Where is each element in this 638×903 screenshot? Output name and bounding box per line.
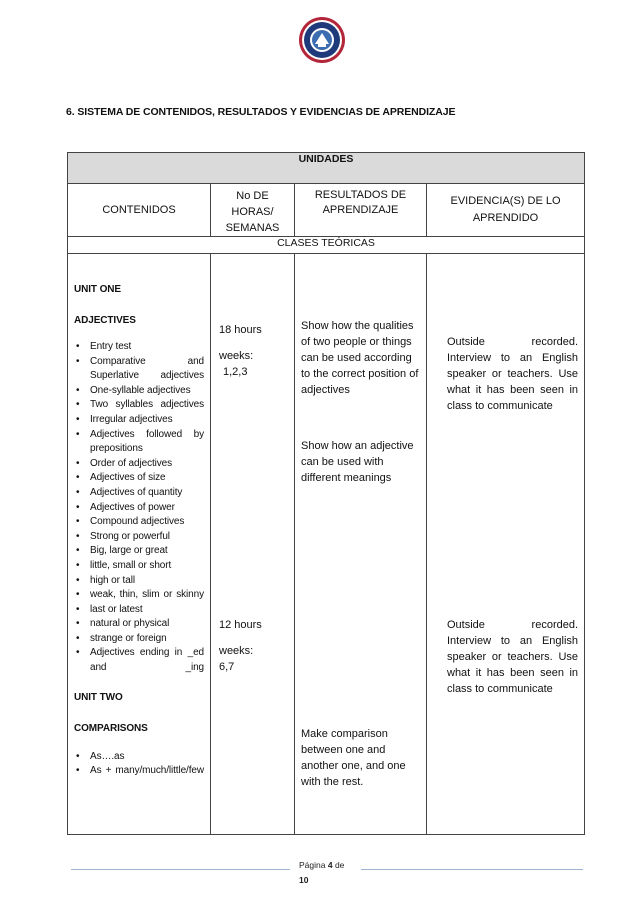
list-item: • Adjectives of power xyxy=(90,501,204,516)
list-item: • Irregular adjectives xyxy=(90,413,204,428)
clases-teoricas-header: CLASES TEÓRICAS xyxy=(68,237,585,254)
hours-block-2 xyxy=(211,617,262,675)
unit-content-row xyxy=(68,254,585,835)
resultado-text: Show how the qualities of two people or things can be used according to the correct position of adjectives xyxy=(301,320,419,396)
list-item: • natural or physical xyxy=(90,617,204,632)
weeks-value: 6,7 xyxy=(219,661,235,673)
evidencia-cell xyxy=(427,254,585,835)
hours-value: 18 hours xyxy=(219,324,262,336)
university-seal-logo xyxy=(298,16,346,64)
list-item: • weak, thin, slim or skinny xyxy=(90,588,204,603)
list-item: • Adjectives followed by prepositions xyxy=(90,428,204,457)
hours-block-1 xyxy=(211,322,262,380)
unit-two-title: UNIT TWO xyxy=(74,691,123,703)
resultados-header-line2: APRENDIZAJE xyxy=(322,204,399,216)
list-item: • As + many/much/little/few xyxy=(90,764,204,779)
list-item: • Compound adjectives xyxy=(90,515,204,530)
clases-row xyxy=(68,237,585,254)
list-item: • As….as xyxy=(90,750,204,765)
footer-rule-right xyxy=(361,869,583,870)
list-item: • Strong or powerful xyxy=(90,530,204,545)
list-item: • Two syllables adjectives xyxy=(90,398,204,413)
unit-one-list xyxy=(74,340,204,676)
list-item: • strange or foreign xyxy=(90,632,204,647)
page-total: 10 xyxy=(299,875,309,885)
unit-two-topic: COMPARISONS xyxy=(74,722,148,734)
weeks-label: weeks: xyxy=(219,350,254,362)
page-prefix: Página xyxy=(299,860,328,870)
weeks-label: weeks: xyxy=(219,645,254,657)
unit-one-title: UNIT ONE xyxy=(74,284,121,295)
contenidos-header: CONTENIDOS xyxy=(68,184,211,237)
evidencia-text: Outside recorded. Interview to an English speaker or teachers. Use what it has been seen in class to communicate xyxy=(447,619,579,695)
resultado-text: Show how an adjective can be used with different meanings xyxy=(301,440,414,484)
unit-two-list xyxy=(74,750,204,779)
list-item: • Adjectives ending in _ed and _ing xyxy=(90,646,204,675)
unidades-row xyxy=(68,153,585,184)
unit-one-topic: ADJECTIVES xyxy=(74,315,136,326)
page-mid: de xyxy=(332,860,345,870)
list-item: • high or tall xyxy=(90,574,204,589)
page-indicator xyxy=(299,858,344,873)
horas-header xyxy=(211,184,295,237)
page-footer xyxy=(299,858,344,888)
list-item: • Comparative and Superlative adjectives xyxy=(90,355,204,384)
contenidos-cell xyxy=(68,254,211,835)
hours-value: 12 hours xyxy=(219,619,262,631)
resultados-header-line1: RESULTADOS DE xyxy=(314,189,407,201)
resultados-header xyxy=(295,184,427,237)
evidencia-header-line1: EVIDENCIA(S) DE LO xyxy=(450,195,561,207)
list-item: • One-syllable adjectives xyxy=(90,384,204,399)
evidencia-text: Outside recorded. Interview to an English speaker or teachers. Use what it has been seen in class to communicate xyxy=(447,336,579,412)
list-item: • Adjectives of quantity xyxy=(90,486,204,501)
evidencia-header-line2: APRENDIDO xyxy=(472,212,539,224)
list-item: • Adjectives of size xyxy=(90,471,204,486)
list-item: • Order of adjectives xyxy=(90,457,204,472)
list-item: • Entry test xyxy=(90,340,204,355)
unidades-header: UNIDADES xyxy=(68,153,585,184)
list-item: • little, small or short xyxy=(90,559,204,574)
evidencia-header xyxy=(427,184,585,237)
weeks-value: 1,2,3 xyxy=(223,366,248,378)
column-header-row xyxy=(68,184,585,237)
section-heading: 6. SISTEMA DE CONTENIDOS, RESULTADOS Y EVIDENCIAS DE APRENDIZAJE xyxy=(66,106,456,118)
horas-header-line1: No DE xyxy=(236,190,269,202)
horas-header-line3: SEMANAS xyxy=(225,222,280,234)
resultado-text: Make comparison between one and another one, and one with the rest. xyxy=(301,728,406,788)
page-number: 4 xyxy=(327,860,333,870)
horas-cell xyxy=(211,254,295,835)
horas-header-line2: HORAS/ xyxy=(231,206,274,218)
footer-rule-left xyxy=(71,869,290,870)
list-item: • last or latest xyxy=(90,603,204,618)
list-item: • Big, large or great xyxy=(90,544,204,559)
contents-table xyxy=(67,152,585,835)
resultados-cell xyxy=(295,254,427,835)
